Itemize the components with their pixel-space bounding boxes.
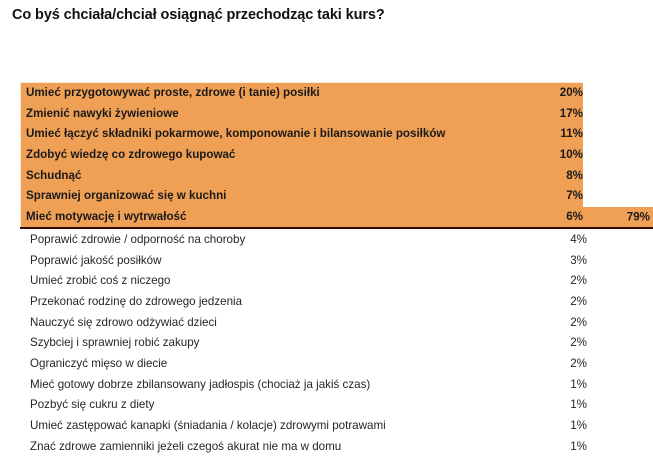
highlighted-rows-list: [20, 82, 653, 227]
row-label: Umieć łączyć składniki pokarmowe, komponowanie i bilansowanie posiłków: [26, 127, 446, 141]
table-row: [24, 395, 653, 416]
row-label: Umieć zrobić coś z niczego: [30, 274, 171, 288]
table-row: [20, 144, 653, 165]
row-label: Szybciej i sprawniej robić zakupy: [30, 336, 200, 350]
table-row: [20, 206, 653, 227]
table-row: [20, 185, 653, 206]
row-label: Umieć zastępować kanapki (śniadania / kolacje) zdrowymi potrawami: [30, 419, 386, 433]
table-row: [24, 291, 653, 312]
row-value: 2%: [570, 315, 587, 329]
table-row: [24, 374, 653, 395]
row-value: 2%: [570, 336, 587, 350]
row-value: 11%: [560, 127, 583, 141]
row-value: 4%: [570, 232, 587, 246]
row-label: Pozbyć się cukru z diety: [30, 398, 155, 412]
row-label: Nauczyć się zdrowo odżywiać dzieci: [30, 315, 217, 329]
table-row: [20, 165, 653, 186]
row-value: 20%: [559, 85, 583, 99]
row-label: Przekonać rodzinę do zdrowego jedzenia: [30, 294, 243, 308]
table-row: [24, 436, 653, 457]
row-value: 3%: [570, 253, 587, 267]
table-row: [24, 415, 653, 436]
row-label: Poprawić zdrowie / odporność na choroby: [30, 232, 246, 246]
table-row: [20, 82, 653, 103]
table-row: [24, 353, 653, 374]
row-value: 10%: [559, 147, 583, 161]
row-label: Mieć gotowy dobrze zbilansowany jadłospis (chociaż ja jakiś czas): [30, 377, 371, 391]
row-label: Schudnąć: [26, 168, 82, 182]
row-value: 2%: [570, 294, 587, 308]
table-row: [24, 332, 653, 353]
remaining-rows-list: [20, 229, 653, 457]
row-value: 6%: [566, 209, 583, 223]
row-label: Sprawniej organizować się w kuchni: [26, 189, 227, 203]
row-value: 1%: [570, 377, 587, 391]
table-row: [24, 250, 653, 271]
row-label: Znać zdrowe zamienniki jeżeli czegoś akurat nie ma w domu: [30, 439, 342, 453]
row-value: 1%: [570, 419, 587, 433]
page-title: Co byś chciała/chciał osiągnąć przechodząc taki kurs?: [12, 7, 385, 23]
row-value: 7%: [566, 189, 583, 203]
table-row: [24, 312, 653, 333]
row-label: Poprawić jakość posiłków: [30, 253, 162, 267]
table-row: [24, 270, 653, 291]
row-label: Umieć przygotowywać proste, zdrowe (i tanie) posiłki: [26, 85, 320, 99]
table-row: [20, 123, 653, 144]
row-label: Zmienić nawyki żywieniowe: [26, 106, 179, 120]
row-value: 1%: [570, 439, 587, 453]
row-value: 8%: [566, 168, 583, 182]
highlighted-total-value: 79%: [626, 210, 650, 224]
row-label: Zdobyć wiedzę co zdrowego kupować: [26, 147, 236, 161]
table-row: [24, 229, 653, 250]
row-value: 1%: [570, 398, 587, 412]
row-value: 2%: [570, 356, 587, 370]
row-value: 17%: [559, 106, 583, 120]
row-label: Ograniczyć mięso w diecie: [30, 356, 168, 370]
row-label: Mieć motywację i wytrwałość: [26, 209, 187, 223]
table-row: [20, 103, 653, 124]
row-value: 2%: [570, 274, 587, 288]
